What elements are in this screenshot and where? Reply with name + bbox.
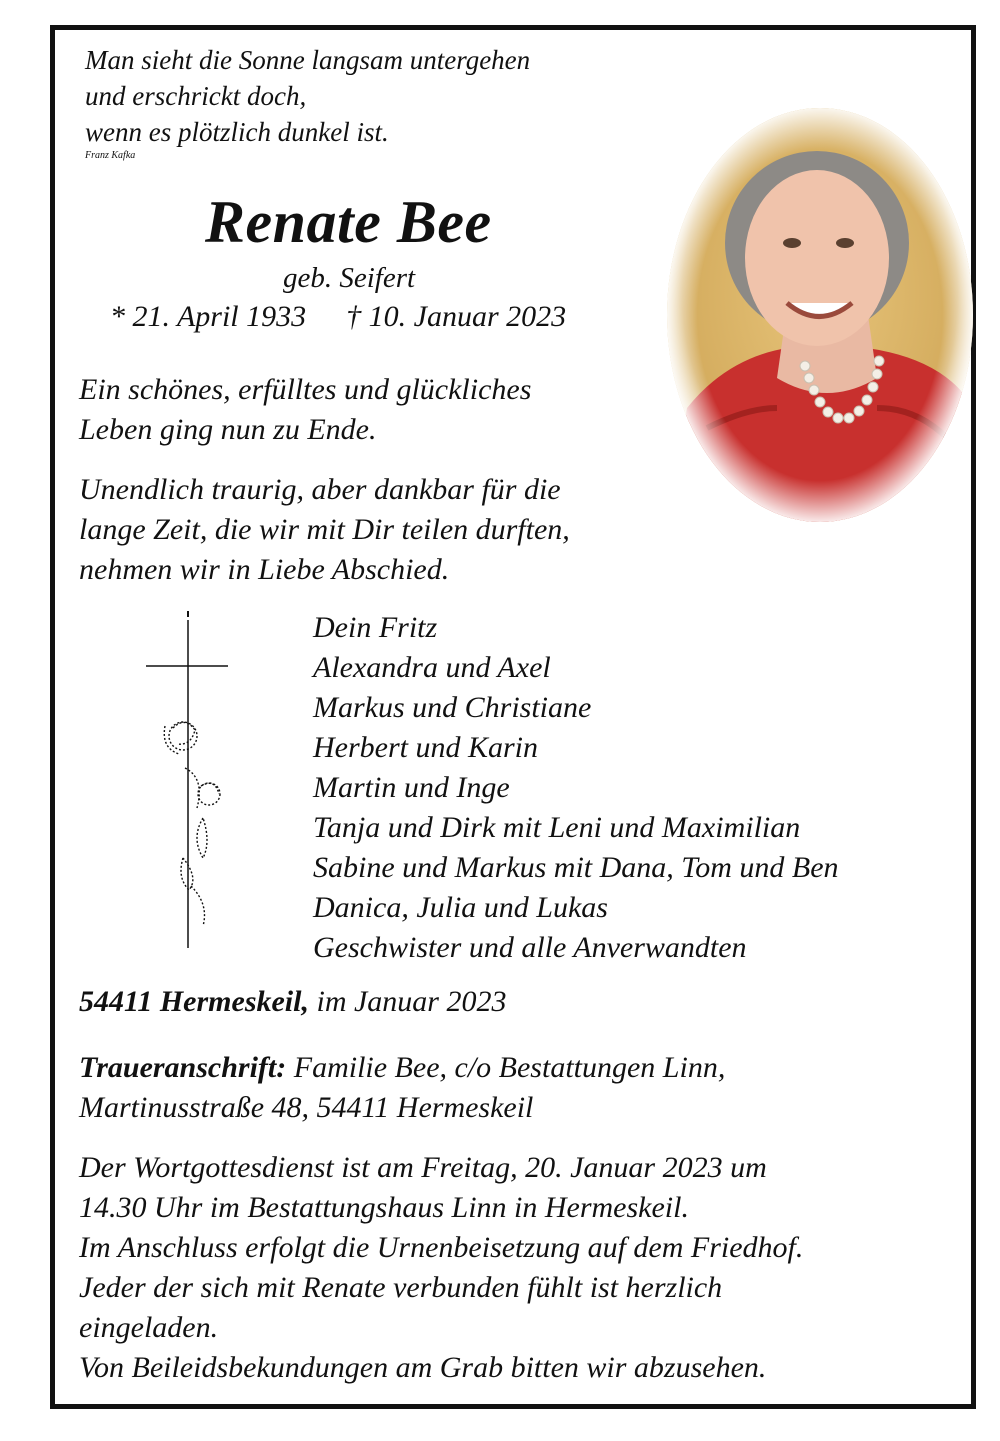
quote-line: Man sieht die Sonne langsam untergehen [85,45,531,75]
life-dates [110,300,566,334]
text-line: nehmen wir in Liebe Abschied. [79,553,450,586]
address-line: Familie Bee, c/o Bestattungen Linn, [286,1051,726,1084]
service-line: Von Beileidsbekundungen am Grab bitten wir abzusehen. [79,1351,767,1384]
place-date [79,985,506,1019]
mourner-item: Alexandra und Axel [313,651,551,684]
place-month: im Januar 2023 [308,985,507,1018]
cross-with-rose-icon [143,608,233,958]
address-label: Traueranschrift: [79,1051,287,1084]
quote-line: und erschrickt doch, [85,81,307,111]
text-paragraph-1 [79,370,531,450]
birth-date: * 21. April 1933 [110,300,307,333]
mourning-address [79,1048,725,1128]
place-city: 54411 Hermeskeil, [79,985,309,1018]
mourner-item: Markus und Christiane [313,691,592,724]
text-line: lange Zeit, die wir mit Dir teilen durften, [79,513,570,546]
service-line: Der Wortgottesdienst ist am Freitag, 20. Januar 2023 um [79,1151,767,1184]
text-line: Unendlich traurig, aber dankbar für die [79,473,561,506]
mourner-item: Geschwister und alle Anverwandten [313,931,747,964]
mourners-list [313,608,839,968]
deceased-name: Renate Bee [205,189,492,255]
service-line: eingeladen. [79,1311,219,1344]
birth-name: geb. Seifert [283,262,416,294]
service-line: 14.30 Uhr im Bestattungshaus Linn in Hermeskeil. [79,1191,689,1224]
service-info [79,1148,803,1388]
mourner-item: Dein Fritz [313,611,438,644]
address-line: Martinusstraße 48, 54411 Hermeskeil [79,1091,534,1124]
text-line: Leben ging nun zu Ende. [79,413,377,446]
quote-line: wenn es plötzlich dunkel ist. [85,117,389,147]
mourner-item: Sabine und Markus mit Dana, Tom und Ben [313,851,839,884]
obituary-frame [50,25,976,1409]
text-paragraph-2 [79,470,570,590]
death-date: † 10. Januar 2023 [346,300,567,333]
portrait-photo [667,108,973,522]
mourner-item: Herbert und Karin [313,731,538,764]
service-line: Jeder der sich mit Renate verbunden fühlt ist herzlich [79,1271,723,1304]
service-line: Im Anschluss erfolgt die Urnenbeisetzung auf dem Friedhof. [79,1231,804,1264]
mourner-item: Danica, Julia und Lukas [313,891,608,924]
text-line: Ein schönes, erfülltes und glückliches [79,373,532,406]
mourner-item: Tanja und Dirk mit Leni und Maximilian [313,811,801,844]
mourner-item: Martin und Inge [313,771,510,804]
quote-author: Franz Kafka [85,150,136,161]
